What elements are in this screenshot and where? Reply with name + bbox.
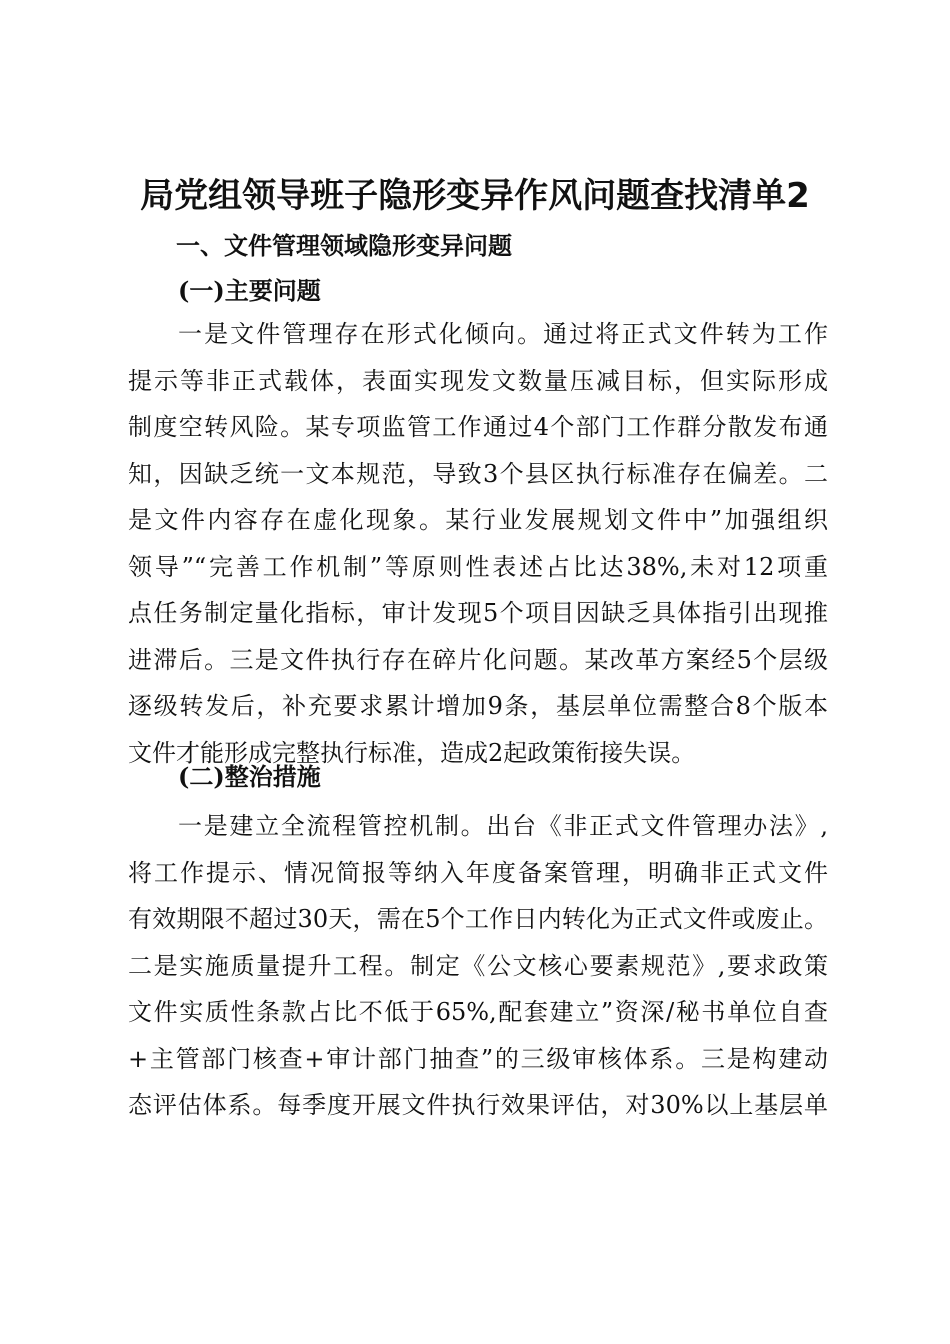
measures-paragraph: [128, 803, 828, 1129]
paragraph-line: 是文件内容存在虚化现象。某行业发展规划文件中”加强组织: [128, 506, 828, 534]
paragraph-line: 将工作提示、情况简报等纳入年度备案管理，明确非正式文件: [128, 858, 828, 887]
paragraph-line: 有效期限不超过30天，需在5个工作日内转化为正式文件或废止。: [128, 905, 828, 933]
paragraph-line: 点任务制定量化指标，审计发现5个项目因缺乏具体指引出现推: [128, 599, 828, 627]
paragraph-line: 逐级转发后，补充要求累计增加9条，基层单位需整合8个版本: [128, 692, 828, 720]
subsection-heading-measures: (二)整治措施: [178, 762, 321, 791]
paragraph-line: 进滞后。三是文件执行存在碎片化问题。某改革方案经5个层级: [128, 645, 828, 674]
paragraph-line: 知，因缺乏统一文本规范，导致3个县区执行标准存在偏差。二: [128, 459, 828, 488]
paragraph-line: 提示等非正式载体，表面实现发文数量压减目标，但实际形成: [128, 366, 828, 395]
paragraph-line: 领导”“完善工作机制”等原则性表述占比达38%,未对12项重: [128, 552, 828, 581]
paragraph-line: +主管部门核查+审计部门抽查”的三级审核体系。三是构建动: [128, 1044, 828, 1073]
paragraph-line: 一是文件管理存在形式化倾向。通过将正式文件转为工作: [178, 320, 828, 348]
section-heading: 一、文件管理领域隐形变异问题: [176, 232, 512, 260]
subsection-heading-problems: (一)主要问题: [178, 276, 321, 305]
paragraph-line: 二是实施质量提升工程。制定《公文核心要素规范》,要求政策: [128, 951, 828, 980]
paragraph-line: 文件才能形成完整执行标准，造成2起政策衔接失误。: [128, 738, 696, 767]
paragraph-line: 文件实质性条款占比不低于65%,配套建立”资深/秘书单位自查: [128, 998, 828, 1026]
paragraph-line: 制度空转风险。某专项监管工作通过4个部门工作群分散发布通: [128, 413, 828, 441]
problems-paragraph: [128, 311, 828, 776]
document-title: 局党组领导班子隐形变异作风问题查找清单2: [140, 176, 810, 216]
paragraph-line: 态评估体系。每季度开展文件执行效果评估，对30%以上基层单: [128, 1091, 828, 1119]
paragraph-line: 一是建立全流程管控机制。出台《非正式文件管理办法》,: [178, 812, 828, 840]
